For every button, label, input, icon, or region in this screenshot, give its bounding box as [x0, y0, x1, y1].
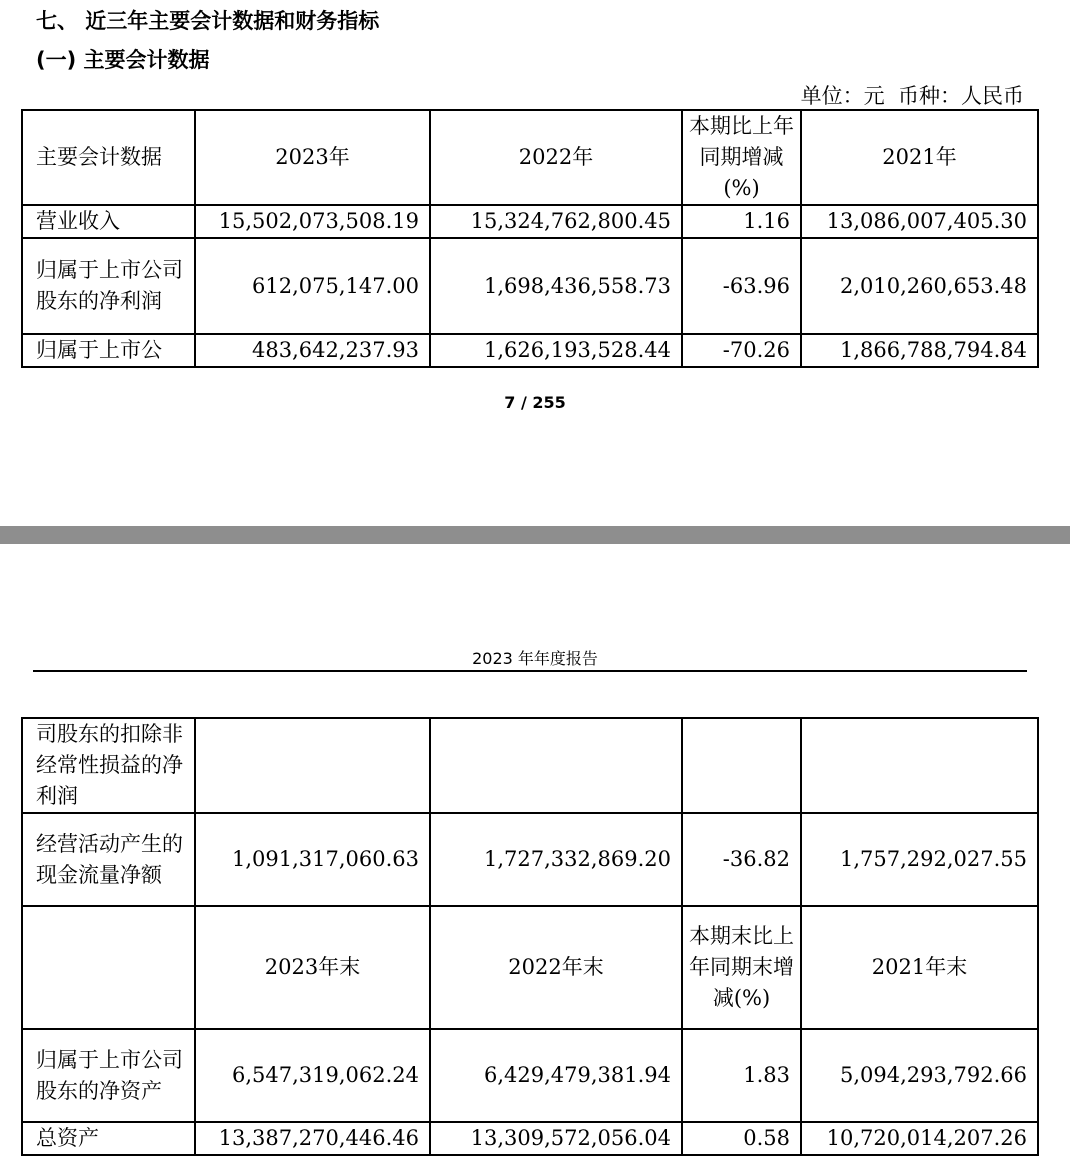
- row-label: 经营活动产生的现金流量净额: [22, 813, 195, 906]
- value-2023: [195, 718, 430, 813]
- table-row: [22, 1122, 1038, 1155]
- header-cell: 2022年: [430, 110, 682, 205]
- value-2022: 13,309,572,056.04: [430, 1122, 682, 1155]
- header-cell: 主要会计数据: [22, 110, 195, 205]
- subsection-title: (一) 主要会计数据: [36, 48, 210, 72]
- row-label: 归属于上市公司股东的净资产: [22, 1029, 195, 1122]
- row-label: 营业收入: [22, 205, 195, 238]
- value-2022: 1,626,193,528.44: [430, 334, 682, 367]
- section-title: 七、 近三年主要会计数据和财务指标: [36, 9, 380, 33]
- value-2023: 15,502,073,508.19: [195, 205, 430, 238]
- value-2021: 1,866,788,794.84: [801, 334, 1038, 367]
- table-row: [22, 813, 1038, 906]
- header-cell: 本期比上年同期增减(%): [682, 110, 801, 205]
- value-2023: 6,547,319,062.24: [195, 1029, 430, 1122]
- change-pct: -70.26: [682, 334, 801, 367]
- accounting-data-table-part1: [21, 109, 1039, 368]
- change-pct: -63.96: [682, 238, 801, 334]
- table-header-row: [22, 906, 1038, 1029]
- table-row: [22, 718, 1038, 813]
- header-cell: 2021年末: [801, 906, 1038, 1029]
- value-2023: 1,091,317,060.63: [195, 813, 430, 906]
- header-cell: 2021年: [801, 110, 1038, 205]
- value-2022: 1,698,436,558.73: [430, 238, 682, 334]
- header-cell: 2023年: [195, 110, 430, 205]
- change-pct: -36.82: [682, 813, 801, 906]
- value-2021: 2,010,260,653.48: [801, 238, 1038, 334]
- value-2023: 612,075,147.00: [195, 238, 430, 334]
- page-divider: [0, 526, 1070, 544]
- row-label: 归属于上市公: [22, 334, 195, 367]
- value-2022: 1,727,332,869.20: [430, 813, 682, 906]
- table-row: [22, 205, 1038, 238]
- value-2022: [430, 718, 682, 813]
- table-header-row: [22, 110, 1038, 205]
- value-2021: 10,720,014,207.26: [801, 1122, 1038, 1155]
- header-rule: [33, 670, 1027, 672]
- value-2022: 6,429,479,381.94: [430, 1029, 682, 1122]
- page-number: 7 / 255: [504, 393, 566, 412]
- change-pct: 0.58: [682, 1122, 801, 1155]
- value-2022: 15,324,762,800.45: [430, 205, 682, 238]
- table-row: [22, 238, 1038, 334]
- table-row: [22, 1029, 1038, 1122]
- header-cell: 本期末比上年同期末增减(%): [682, 906, 801, 1029]
- value-2021: [801, 718, 1038, 813]
- unit-note: 单位：元 币种：人民币: [800, 84, 1024, 108]
- accounting-data-table-part2: [21, 717, 1039, 1156]
- header-cell: [22, 906, 195, 1029]
- value-2021: 13,086,007,405.30: [801, 205, 1038, 238]
- header-cell: 2023年末: [195, 906, 430, 1029]
- row-label: 归属于上市公司股东的净利润: [22, 238, 195, 334]
- value-2023: 13,387,270,446.46: [195, 1122, 430, 1155]
- change-pct: [682, 718, 801, 813]
- value-2023: 483,642,237.93: [195, 334, 430, 367]
- value-2021: 5,094,293,792.66: [801, 1029, 1038, 1122]
- header-cell: 2022年末: [430, 906, 682, 1029]
- running-header: 2023 年年度报告: [472, 649, 598, 668]
- row-label: 司股东的扣除非经常性损益的净利润: [22, 718, 195, 813]
- row-label: 总资产: [22, 1122, 195, 1155]
- change-pct: 1.83: [682, 1029, 801, 1122]
- change-pct: 1.16: [682, 205, 801, 238]
- table-row: [22, 334, 1038, 367]
- value-2021: 1,757,292,027.55: [801, 813, 1038, 906]
